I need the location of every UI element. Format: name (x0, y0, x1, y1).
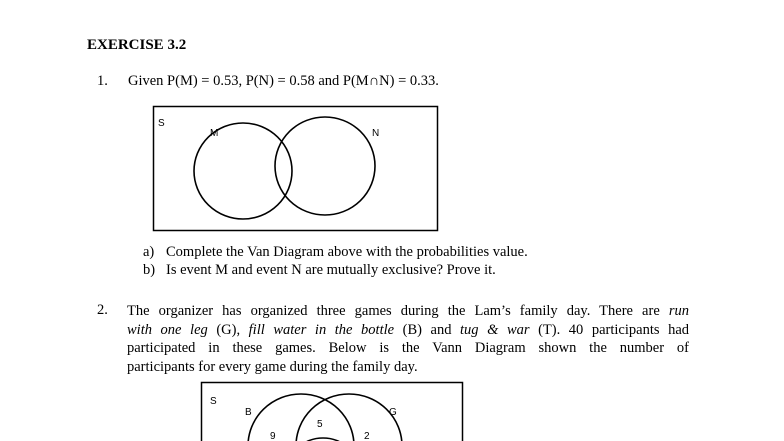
q1-set-m-circle (194, 123, 292, 219)
q2-universe-label: S (210, 396, 217, 407)
q2-universe-box (202, 383, 463, 441)
q2-line-1: The organizer has organized three games during the Lam’s family day. There are run (127, 303, 690, 319)
part-a-text: Complete the Van Diagram above with the probabilities value. (166, 244, 528, 260)
q1-set-n-label: N (372, 128, 380, 139)
q2-value-b-and-g: 5 (317, 419, 323, 430)
q1-universe-box (154, 107, 438, 231)
q2-set-b-circle (248, 394, 354, 441)
part-b-text: Is event M and event N are mutually exclusive? Prove it. (166, 262, 496, 278)
q2-set-g-circle (296, 394, 402, 441)
q1-set-m-label: M (210, 128, 219, 139)
q1-set-n-circle (275, 117, 375, 215)
exercise-heading: EXERCISE 3.2 (87, 37, 187, 53)
part-a-label: a) (143, 244, 155, 260)
part-b-label: b) (143, 262, 156, 278)
q2-value-b-only: 9 (270, 431, 276, 441)
q2-set-b-label: B (245, 407, 252, 418)
question-2-number: 2. (97, 302, 108, 318)
q2-line-2: with one leg (G), fill water in the bottle (B) and tug & war (T). 40 participants had (127, 321, 689, 338)
question-1-text: Given P(M) = 0.53, P(N) = 0.58 and P(M∩N) = 0.33. (128, 73, 439, 89)
q2-value-g-only: 2 (364, 431, 370, 441)
q2-line-3: participated in these games. Below is the Vann Diagram shown the number of (127, 340, 689, 356)
question-1-number: 1. (97, 73, 108, 89)
q1-universe-label: S (158, 118, 165, 129)
q2-set-g-label: G (389, 407, 397, 418)
question-2-paragraph (127, 302, 689, 376)
q2-line-4: participants for every game during the family day. (127, 358, 418, 375)
